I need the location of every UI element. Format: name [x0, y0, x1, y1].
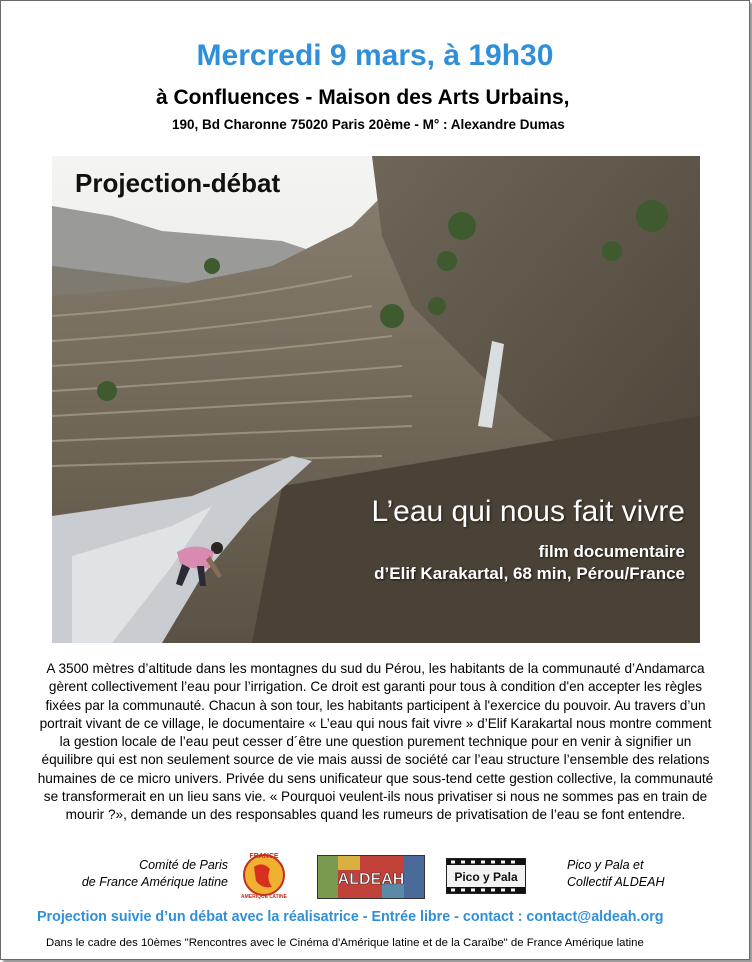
comite-label-line2: de France Amérique latine [81, 875, 228, 889]
comite-label-line1: Comité de Paris [139, 858, 228, 872]
film-title: L’eau qui nous fait vivre [371, 495, 685, 528]
festival-info: Dans le cadre des 10èmes "Rencontres avec le Cinéma d'Amérique latine et de la Caraïbe" de France Amérique latine [46, 937, 644, 949]
debate-info: Projection suivie d’un débat avec la réalisatrice - Entrée libre - contact : contact@aldeah.org [37, 909, 664, 925]
logo-aldeah-text: ALDEAH [337, 871, 405, 888]
pico-label-line2: Collectif ALDEAH [567, 875, 665, 889]
event-address: 190, Bd Charonne 75020 Paris 20ème - M° : Alexandre Dumas [172, 117, 565, 132]
pico-label-line1: Pico y Pala et [567, 858, 644, 872]
logo-france-text: FRANCE [249, 853, 279, 860]
comite-label [67, 857, 228, 891]
france-amerique-latine-logo [236, 849, 292, 899]
film-credits-line2: d’Elif Karakartal, 68 min, Pérou/France [374, 564, 685, 583]
pico-y-pala-logo [446, 858, 526, 894]
film-synopsis: A 3500 mètres d’altitude dans les montagnes du sud du Pérou, les habitants de la communauté d’Andamarca gèrent collectivement l’eau pour l’irrigation. Ce droit est garanti pour tous à condition d'en accepter les règles fixées par la communauté. Chacun à son tour, les habitants participent à l'exercice du pouvoir. Au travers d’un portrait vivant de ce village, le documentaire « L’eau qui nous fait vivre » d’Elif Karakartal nous montre comment la gestion locale de l’eau peut cesser d´être une question purement technique pour en venir à signifier un équilibre qui est non seulement source de vie mais aussi de société car l’eau structure l’ensemble des relations humaines de ce micro univers. Privée du sens unificateur que sous-tend cette gestion collective, la communauté se transformerait en un lieu sans vie. « Pourquoi veulent-ils nous privatiser si nous ne sommes pas en train de mourir ?», demande un des responsables quand les rumeurs de privatisation de l’eau se font entendre. [37, 661, 714, 823]
film-credits [374, 541, 685, 585]
event-venue: à Confluences - Maison des Arts Urbains, [156, 86, 570, 109]
aldeah-logo [317, 855, 425, 899]
event-type-heading: Projection-débat [75, 168, 281, 198]
pico-label [567, 857, 665, 891]
event-date: Mercredi 9 mars, à 19h30 [196, 39, 554, 72]
film-credits-line1: film documentaire [538, 542, 685, 561]
logo-pico-text: Pico y Pala [454, 870, 518, 884]
logo-amerique-text: AMERIQUE LATINE [240, 894, 288, 899]
